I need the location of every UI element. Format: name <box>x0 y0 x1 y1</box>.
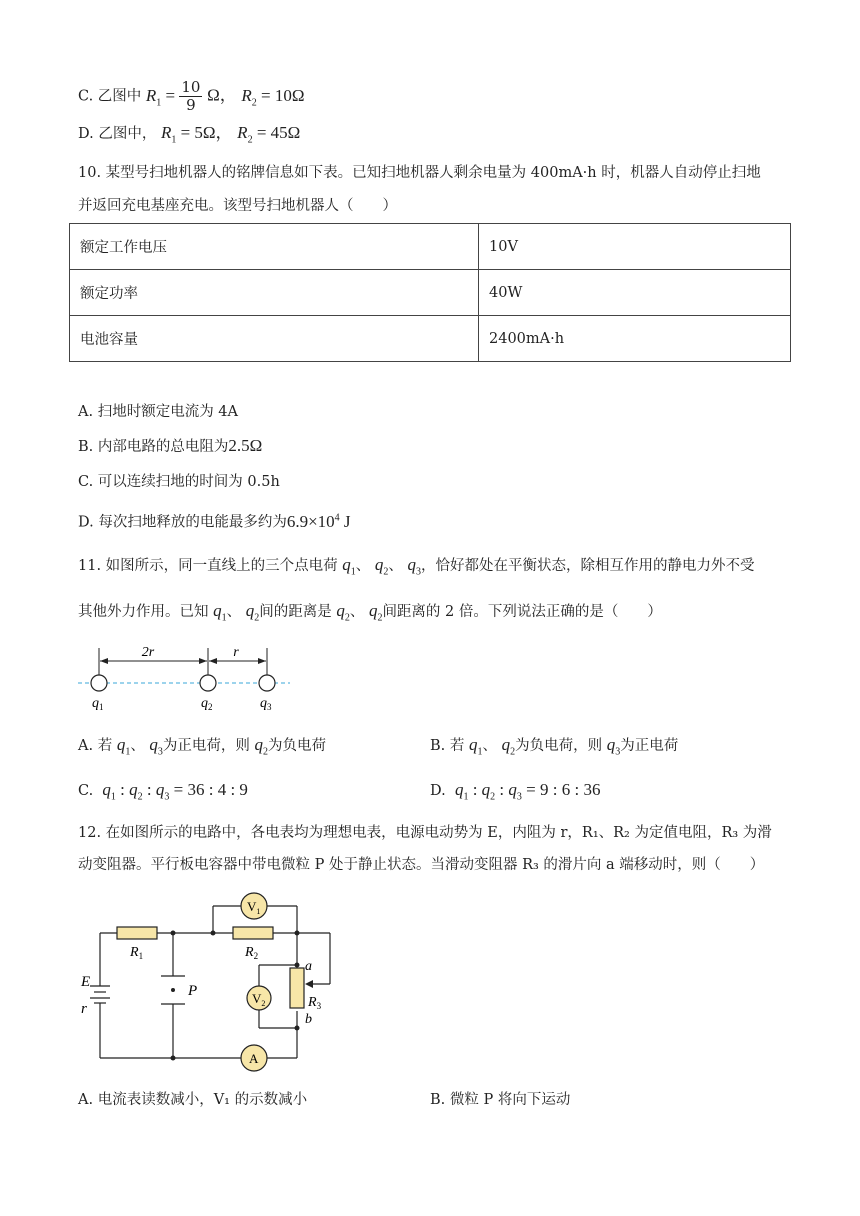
label-a-end: a <box>305 959 312 974</box>
charge-q2 <box>200 675 216 691</box>
q9-option-d: D. 乙图中， $R_1 = 5\Omega$， $R_2 = 45\Omega$ <box>78 123 301 146</box>
q11-stem-line2: 其他外力作用。已知 $q_1$、 $q_2$间的距离是 $q_2$、 $q_2$间距离的 2 倍。下列说法正确的是（ ） <box>78 601 662 624</box>
label-e: E <box>81 974 91 990</box>
label-v2: $V_2$ <box>252 991 266 1008</box>
distance-r: r <box>233 645 239 660</box>
circuit-diagram <box>75 888 345 1073</box>
resistor-r2 <box>233 927 273 939</box>
table-row: 额定功率 40W <box>70 270 791 316</box>
q10-option-b: B. 内部电路的总电阻为2.5Ω <box>78 436 263 455</box>
rheostat-r3 <box>290 968 304 1008</box>
q11-option-d: D. $q_1$ : $q_2$ : $q_3 = 9$ : 6 : 36 <box>430 780 601 803</box>
label-r1: $R_1$ <box>130 945 144 961</box>
resistor-r1 <box>117 927 157 939</box>
table-row: 额定工作电压 10V <box>70 224 791 270</box>
label-r2: $R_2$ <box>245 945 259 961</box>
label-a: A <box>249 1051 259 1066</box>
label-r: r <box>81 1001 87 1017</box>
q10-stem-line1: 10. 某型号扫地机器人的铭牌信息如下表。已知扫地机器人剩余电量为 400mA·h 时，机器人自动停止扫地 <box>78 165 761 181</box>
q10-option-c: C. 可以连续扫地的时间为 0.5h <box>78 474 280 490</box>
q9-option-c: C. 乙图中 $R_1$ = $\frac{10}{9}$ Ω， $R_2 = 10\Omega$ <box>78 78 305 114</box>
q11-option-b: B. 若 $q_1$、 $q_2$为负电荷，则 $q_3$为正电荷 <box>430 735 679 758</box>
label-q3: $q_3$ <box>260 696 272 712</box>
charge-q3 <box>259 675 275 691</box>
charge-q1 <box>91 675 107 691</box>
label-b-end: b <box>305 1012 312 1027</box>
distance-2r: 2r <box>141 645 155 660</box>
q11-option-a: A. 若 $q_1$、 $q_3$为正电荷，则 $q_2$为负电荷 <box>78 735 327 758</box>
q10-option-d: D. 每次扫地释放的电能最多约为$6.9\times 10^4$ J <box>78 511 351 531</box>
q12-stem-line1: 12. 在如图所示的电路中，各电表均为理想电表，电源电动势为 E，内阻为 r，R₁、R₂ 为定值电阻，R₃ 为滑 <box>78 825 772 841</box>
fraction-10-9: $\frac{10}{9}$ <box>181 78 201 114</box>
q12-option-b: B. 微粒 P 将向下运动 <box>430 1092 571 1108</box>
charges-figure <box>78 640 298 715</box>
label-r3: $R_3$ <box>308 995 322 1011</box>
particle-p <box>171 988 175 992</box>
q11-option-c: C. $q_1$ : $q_2$ : $q_3 = 36$ : 4 : 9 <box>78 780 248 803</box>
label-p: P <box>188 983 198 999</box>
q10-option-a: A. 扫地时额定电流为 4A <box>78 404 238 420</box>
q11-stem-line1: 11. 如图所示，同一直线上的三个点电荷 $q_1$、 $q_2$、 $q_3$，恰好都处在平衡状态，除相互作用的静电力外不受 <box>78 555 755 578</box>
table-row: 电池容量 2400mA·h <box>70 316 791 362</box>
q10-stem-line2: 并返回充电基座充电。该型号扫地机器人（ ） <box>78 198 397 214</box>
q12-option-a: A. 电流表读数减小，V₁ 的示数减小 <box>78 1092 308 1108</box>
label-v1: $V_1$ <box>247 899 261 916</box>
label-q2: $q_2$ <box>201 696 213 712</box>
label-q1: $q_1$ <box>92 696 104 712</box>
spec-table <box>69 223 791 362</box>
q12-stem-line2: 动变阻器。平行板电容器中带电微粒 P 处于静止状态。当滑动变阻器 R₃ 的滑片向 a 端移动时，则（ ） <box>78 857 765 873</box>
